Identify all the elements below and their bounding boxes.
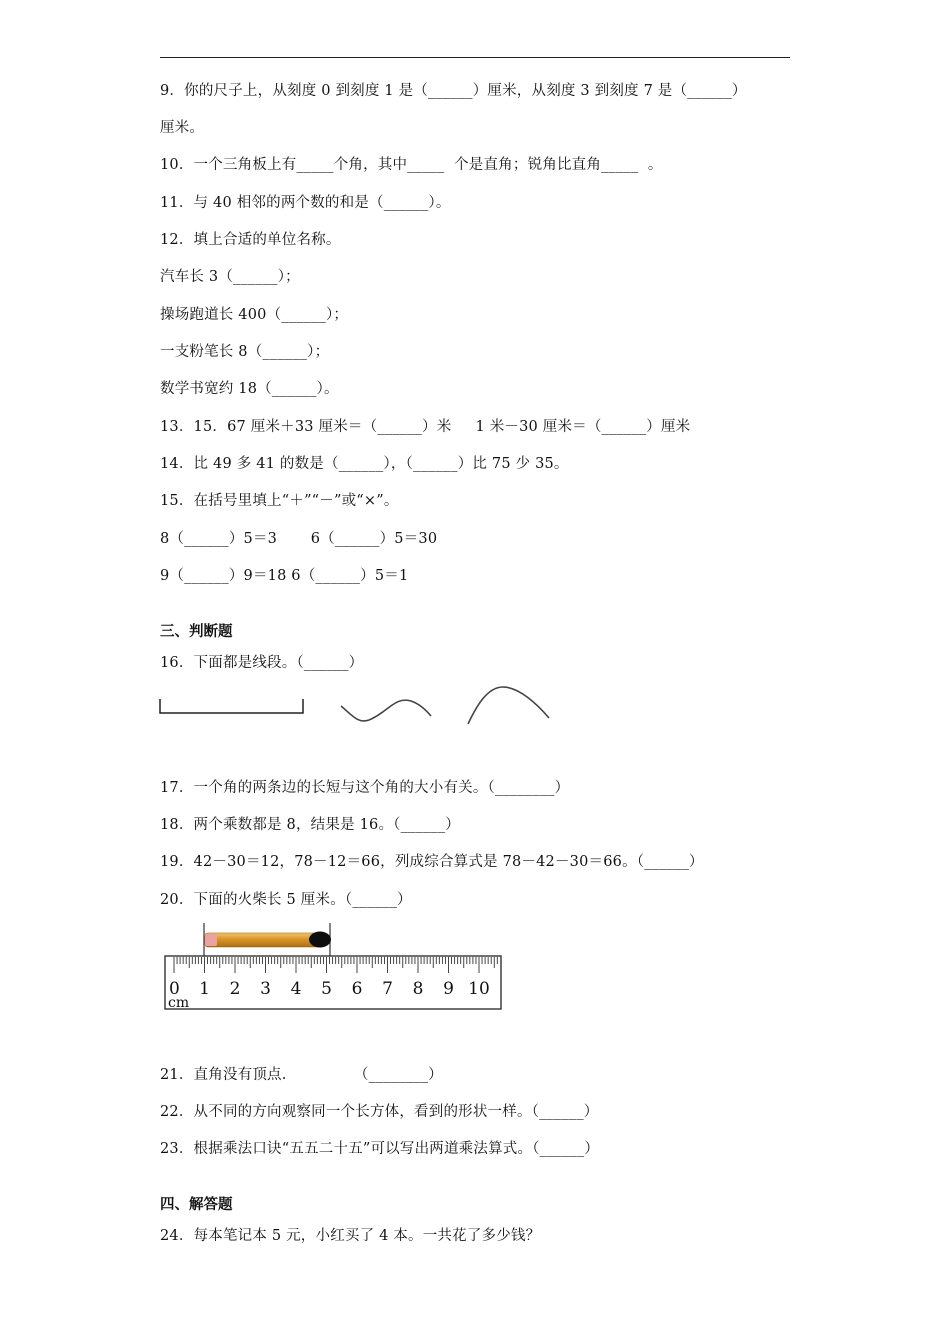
question-12-item-2: 操场跑道长 400（______）； [160,307,349,323]
ruler-number-label: 0 [169,979,180,999]
ruler-number-label: 8 [412,979,424,999]
ruler-number-label: 5 [321,979,332,999]
question-15-row-1: 8（______）5＝3 6（______）5＝30 [160,531,438,547]
match-icon [204,923,331,956]
question-21: 21．直角没有顶点. （________） [160,1067,443,1083]
segment-figure [160,699,303,713]
line-figures [155,682,565,734]
header-rule [160,57,790,58]
question-9-line-2: 厘米。 [160,120,205,136]
arc-curve-figure [468,687,549,724]
ruler-number-label: 4 [290,979,302,999]
question-19: 19．42－30＝12，78－12＝66，列成综合算式是 78－42－30＝66。（______） [160,854,704,870]
question-12-item-1: 汽车长 3（______）； [160,269,300,285]
question-11: 11．与 40 相邻的两个数的和是（______）。 [160,195,451,211]
ruler-number-label: 1 [199,979,210,999]
section-3-title: 三、判断题 [160,624,233,640]
ruler-number-label: 6 [351,979,363,999]
question-9-line-1: 9．你的尺子上，从刻度 0 到刻度 1 是（______）厘米，从刻度 3 到刻度 7 是（______） [160,83,747,99]
wave-curve-figure [341,700,431,721]
question-15: 15．在括号里填上“＋”“－”或“×”。 [160,493,399,509]
ruler-number-label: 2 [229,979,241,999]
section-4-title: 四、解答题 [160,1197,233,1213]
question-15-row-2: 9（______）9＝18 6（______）5＝1 [160,568,409,584]
match-ruler-figure [160,918,510,1014]
ruler-number-label: 10 [468,979,490,999]
question-12: 12．填上合适的单位名称。 [160,232,341,248]
question-10: 10．一个三角板上有_____个角，其中_____ 个是直角；锐角比直角_____ 。 [160,157,663,173]
question-12-item-3: 一支粉笔长 8（______）； [160,344,330,360]
question-12-item-4: 数学书宽约 18（______）。 [160,381,339,397]
question-18: 18．两个乘数都是 8，结果是 16。（______） [160,817,460,833]
question-13: 13．15．67 厘米＋33 厘米＝（______）米 1 米－30 厘米＝（______）厘米 [160,419,691,435]
question-16: 16．下面都是线段。（______） [160,655,364,671]
question-17: 17．一个角的两条边的长短与这个角的大小有关。（________） [160,780,570,796]
question-20: 20．下面的火柴长 5 厘米。（______） [160,892,412,908]
ruler-unit-label: cm [168,995,190,1011]
ruler-number-label: 7 [382,979,393,999]
ruler-number-label: 9 [443,979,454,999]
question-23: 23．根据乘法口诀“五五二十五”可以写出两道乘法算式。（______） [160,1141,600,1157]
question-22: 22．从不同的方向观察同一个长方体，看到的形状一样。（______） [160,1104,599,1120]
question-14: 14．比 49 多 41 的数是（______），（______）比 75 少 35。 [160,456,569,472]
question-24: 24．每本笔记本 5 元，小红买了 4 本。一共花了多少钱？ [160,1228,541,1244]
ruler-number-label: 3 [260,979,271,999]
ruler-icon [165,956,501,1011]
